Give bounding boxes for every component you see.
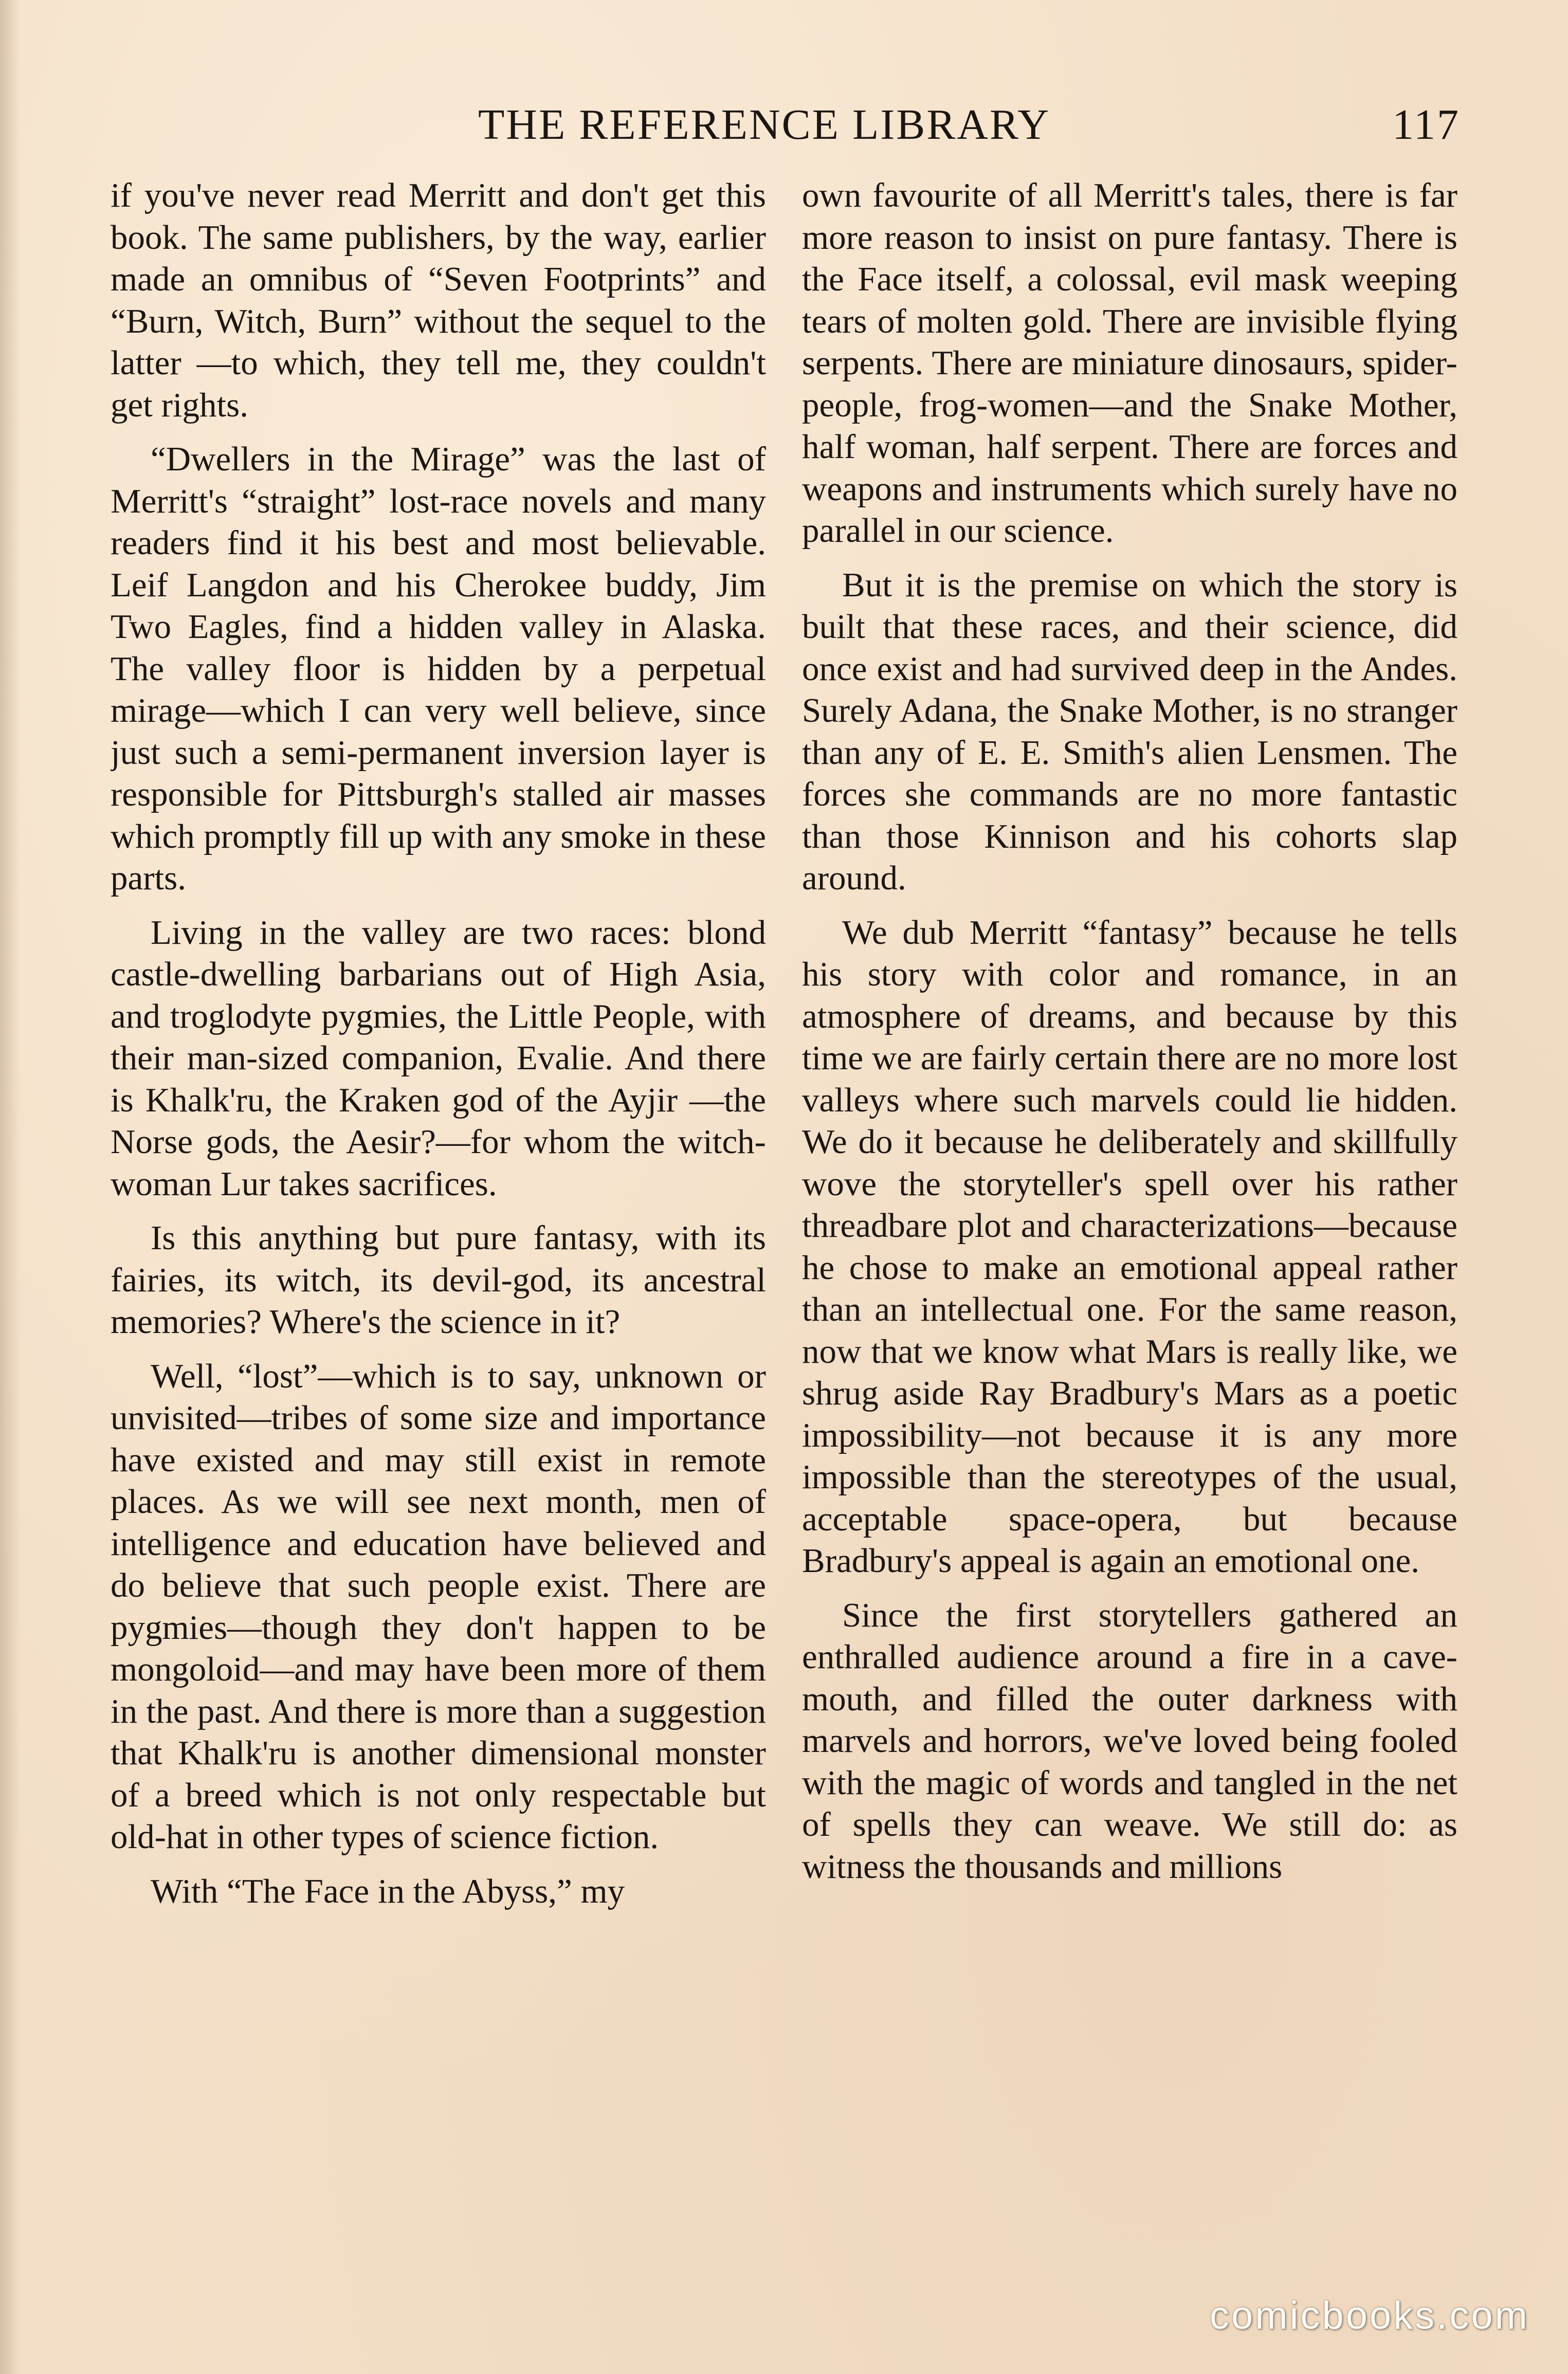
page-number: 117 xyxy=(1392,101,1460,149)
page-header xyxy=(478,92,1460,158)
right-column xyxy=(802,175,1457,2236)
running-title: THE REFERENCE LIBRARY xyxy=(478,101,1051,149)
paragraph: “Dwellers in the Mirage” was the last of Merritt's “straight” lost-race novels and many readers find it his best and most believable. Leif Langdon and his Cherokee buddy, Jim Two Eagles, find a hidden valley in Alaska. The valley floor is hidden by a perpetual mirage—which I can very well believe, since just such a semi-permanent inversion layer is responsible for Pittsburgh's stalled air masses which promptly fill up with any smoke in these parts. xyxy=(111,440,766,897)
paragraph: Living in the valley are two races: blond castle-dwelling barbarians out of High Asia, and troglodyte pygmies, the Little People, with their man-sized companion, Evalie. And there is Khalk'ru, the Kraken god of the Ayjir —the Norse gods, the Aesir?—for whom the witch-woman Lur takes sacrifices. xyxy=(111,913,766,1203)
paragraph: own favourite of all Merritt's tales, there is far more reason to insist on pure fantasy. There is the Face itself, a colossal, evil mask weeping tears of molten gold. There are invisible flying serpents. There are miniature dinosaurs, spider-people, frog-women—and the Snake Mother, half woman, half serpent. There are forces and weapons and instruments which surely have no parallel in our science. xyxy=(802,176,1457,550)
paragraph: Since the first storytellers gathered an enthralled audience around a fire in a cave-mouth, and filled the outer darkness with marvels and horrors, we've loved being fooled with the magic of words and tangled in the net of spells they can weave. We still do: as witness the thousands and millions xyxy=(802,1596,1457,1886)
paragraph: We dub Merritt “fantasy” because he tells his story with color and romance, in an atmosphere of dreams, and because by this time we are fairly certain there are no more lost valleys where such marvels could lie hidden. We do it because he deliberately and skillfully wove the storyteller's spell over his rather threadbare plot and characterizations—because he chose to make an emotional appeal rather than an intellectual one. For the same reason, now that we know what Mars is really like, we shrug aside Ray Bradbury's Mars as a poetic impossibility—not because it is any more impossible than the stereotypes of the usual, acceptable space-opera, but because Bradbury's appeal is again an emotional one. xyxy=(802,913,1457,1580)
paragraph: Is this anything but pure fantasy, with its fairies, its witch, its devil-god, its ancestral memories? Where's the science in it? xyxy=(111,1219,766,1341)
left-column xyxy=(111,175,766,2236)
paragraph: Well, “lost”—which is to say, unknown or unvisited—tribes of some size and importance have existed and may still exist in remote places. As we will see next month, men of intelligence and education have believed and do believe that such people exist. There are pygmies—though they don't happen to be mongoloid—and may have been more of them in the past. And there is more than a suggestion that Khalk'ru is another dimensional monster of a breed which is not only respectable but old-hat in other types of science fiction. xyxy=(111,1357,766,1856)
watermark: comicbooks.com xyxy=(1210,2294,1529,2338)
paragraph: if you've never read Merritt and don't get this book. The same publishers, by the way, earlier made an omnibus of “Seven Footprints” and “Burn, Witch, Burn” without the sequel to the latter —to which, they tell me, they couldn't get rights. xyxy=(111,176,766,424)
binding-shadow xyxy=(0,0,21,2374)
paragraph: With “The Face in the Abyss,” my xyxy=(151,1872,625,1910)
paragraph: But it is the premise on which the story is built that these races, and their science, did once exist and had survived deep in the Andes. Surely Adana, the Snake Mother, is no stranger than any of E. E. Smith's alien Lensmen. The forces she commands are no more fantastic than those Kinnison and his cohorts slap around. xyxy=(802,565,1457,897)
